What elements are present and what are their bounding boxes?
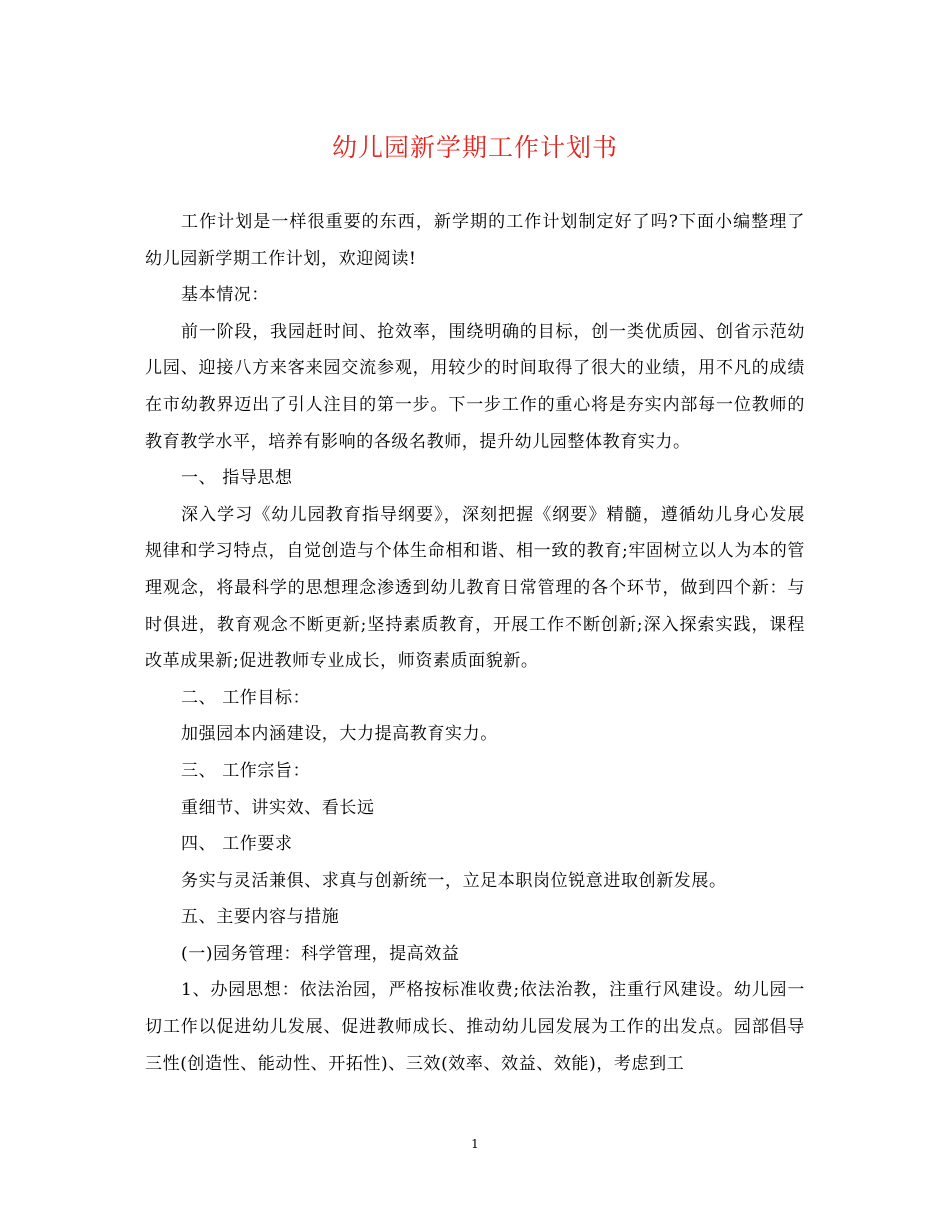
work-goals-paragraph: 加强园本内涵建设，大力提高教育实力。 xyxy=(181,724,498,745)
basic-situation-paragraph: 前一阶段，我园赶时间、抢效率，围绕明确的目标，创一类优质园、创省示范幼儿园、迎接八方来客来园交流参观，用较少的时间取得了很大的业绩，用不凡的成绩在市幼教界迈出了引人注目的第一步。下一步工作的重心将是夯实内部每一位教师的教育教学水平，培养有影响的各级名教师，提升幼儿园整体教育实力。 xyxy=(145,321,805,452)
work-purpose-paragraph: 重细节、讲实效、看长远 xyxy=(181,797,375,818)
document-title: 幼儿园新学期工作计划书 xyxy=(331,133,618,162)
section-heading-work-goals: 二、 工作目标： xyxy=(181,687,311,708)
section-heading-guiding-ideology: 一、 指导思想 xyxy=(181,468,293,489)
subsection-heading-management: (一)园务管理：科学管理，提高效益 xyxy=(181,943,460,964)
guiding-ideology-paragraph: 深入学习《幼儿园教育指导纲要》，深刻把握《纲要》精髓，遵循幼儿身心发展规律和学习特点，自觉创造与个体生命相和谐、相一致的教育;牢固树立以人为本的管理观念，将最科学的思想理念渗透到幼儿教育日常管理的各个环节，做到四个新：与时俱进，教育观念不断更新;坚持素质教育，开展工作不断创新;深入探索实践，课程改革成果新;促进教师专业成长，师资素质面貌新。 xyxy=(145,504,805,672)
section-heading-work-purpose: 三、 工作宗旨： xyxy=(181,760,311,781)
work-requirements-paragraph: 务实与灵活兼俱、求真与创新统一，立足本职岗位锐意进取创新发展。 xyxy=(181,870,727,891)
page-number: 1 xyxy=(471,1137,479,1151)
section-heading-work-requirements: 四、 工作要求 xyxy=(181,834,293,855)
document-body xyxy=(145,204,805,1082)
intro-paragraph: 工作计划是一样很重要的东西，新学期的工作计划制定好了吗?下面小编整理了幼儿园新学期工作计划，欢迎阅读! xyxy=(145,212,805,269)
section-heading-main-content: 五、主要内容与措施 xyxy=(181,907,340,928)
management-paragraph: 1、办园思想：依法治园，严格按标准收费;依法治教，注重行风建设。幼儿园一切工作以促进幼儿发展、促进教师成长、推动幼儿园发展为工作的出发点。园部倡导三性(创造性、能动性、开拓性)、三效(效率、效益、效能)，考虑到工 xyxy=(145,980,805,1074)
basic-situation-heading: 基本情况： xyxy=(181,285,269,306)
